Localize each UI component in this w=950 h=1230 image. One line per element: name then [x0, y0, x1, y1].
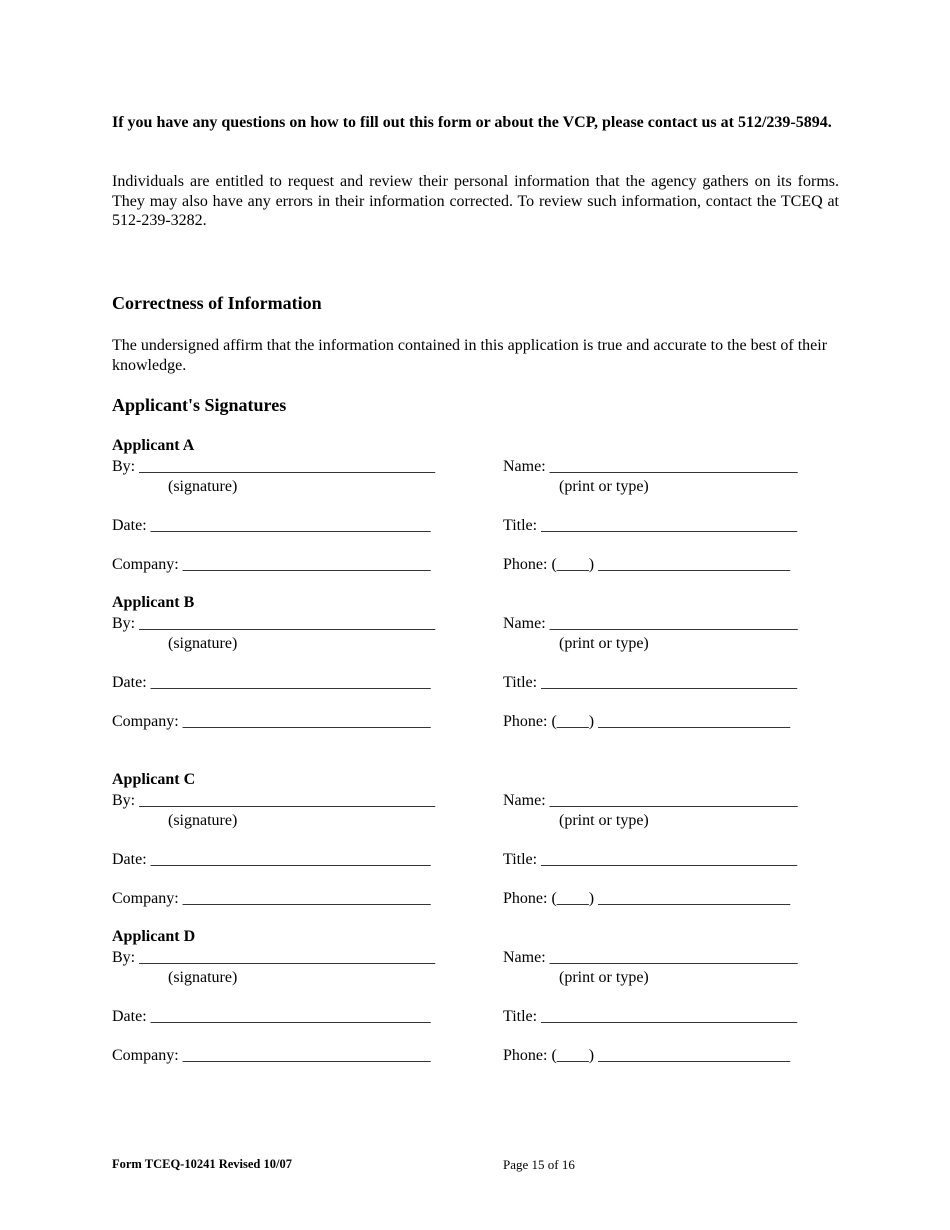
- footer-form-id: Form TCEQ-10241 Revised 10/07: [112, 1157, 292, 1171]
- applicant-b-signature-note: (signature): [168, 635, 238, 652]
- applicant-c-company-field[interactable]: Company: _______________________________: [112, 890, 431, 907]
- applicant-a-company-field[interactable]: Company: _______________________________: [112, 556, 431, 573]
- correctness-text: The undersigned affirm that the information contained in this application is true and accurate to the best of their knowledge.: [112, 337, 828, 374]
- applicant-d-signature-note: (signature): [168, 969, 238, 986]
- applicant-c-name-note: (print or type): [559, 812, 649, 829]
- applicant-b-company-field[interactable]: Company: _______________________________: [112, 713, 431, 730]
- signatures-heading: Applicant's Signatures: [112, 395, 287, 415]
- applicant-c-title: Applicant C: [112, 771, 196, 788]
- applicant-c-date-field[interactable]: Date: ___________________________________: [112, 851, 431, 868]
- correctness-heading: Correctness of Information: [112, 293, 322, 313]
- applicant-c-name-field[interactable]: Name: _______________________________: [503, 792, 798, 809]
- applicant-a-title-field[interactable]: Title: ________________________________: [503, 517, 798, 534]
- applicant-d-name-field[interactable]: Name: _______________________________: [503, 949, 798, 966]
- applicant-c-signature-note: (signature): [168, 812, 238, 829]
- applicant-d-phone-field[interactable]: Phone: (____) ________________________: [503, 1047, 791, 1064]
- applicant-b-name-note: (print or type): [559, 635, 649, 652]
- applicant-b-date-field[interactable]: Date: ___________________________________: [112, 674, 431, 691]
- applicant-d-signature-field[interactable]: By: _____________________________________: [112, 949, 436, 966]
- applicant-b-title-field[interactable]: Title: ________________________________: [503, 674, 798, 691]
- applicant-a-title: Applicant A: [112, 437, 195, 454]
- applicant-d-name-note: (print or type): [559, 969, 649, 986]
- applicant-c-phone-field[interactable]: Phone: (____) ________________________: [503, 890, 791, 907]
- applicant-c-signature-field[interactable]: By: _____________________________________: [112, 792, 436, 809]
- applicant-b-title: Applicant B: [112, 594, 195, 611]
- applicant-a-date-field[interactable]: Date: ___________________________________: [112, 517, 431, 534]
- applicant-d-title: Applicant D: [112, 928, 196, 945]
- contact-notice: If you have any questions on how to fill out this form or about the VCP, please contact us at 512/239-5894.: [112, 114, 832, 131]
- applicant-b-name-field[interactable]: Name: _______________________________: [503, 615, 798, 632]
- applicant-b-signature-field[interactable]: By: _____________________________________: [112, 615, 436, 632]
- applicant-b-phone-field[interactable]: Phone: (____) ________________________: [503, 713, 791, 730]
- applicant-d-company-field[interactable]: Company: _______________________________: [112, 1047, 431, 1064]
- applicant-a-signature-field[interactable]: By: _____________________________________: [112, 458, 436, 475]
- privacy-notice: Individuals are entitled to request and review their personal information that the agency gathers on its forms. They may also have any errors in their information corrected. To review such information, contact the TCEQ at 512-239-3282.: [112, 173, 839, 229]
- applicant-d-title-field[interactable]: Title: ________________________________: [503, 1008, 798, 1025]
- applicant-a-name-note: (print or type): [559, 478, 649, 495]
- applicant-a-name-field[interactable]: Name: _______________________________: [503, 458, 798, 475]
- applicant-a-signature-note: (signature): [168, 478, 238, 495]
- applicant-a-phone-field[interactable]: Phone: (____) ________________________: [503, 556, 791, 573]
- applicant-c-title-field[interactable]: Title: ________________________________: [503, 851, 798, 868]
- footer-page-number: Page 15 of 16: [503, 1157, 575, 1172]
- applicant-d-date-field[interactable]: Date: ___________________________________: [112, 1008, 431, 1025]
